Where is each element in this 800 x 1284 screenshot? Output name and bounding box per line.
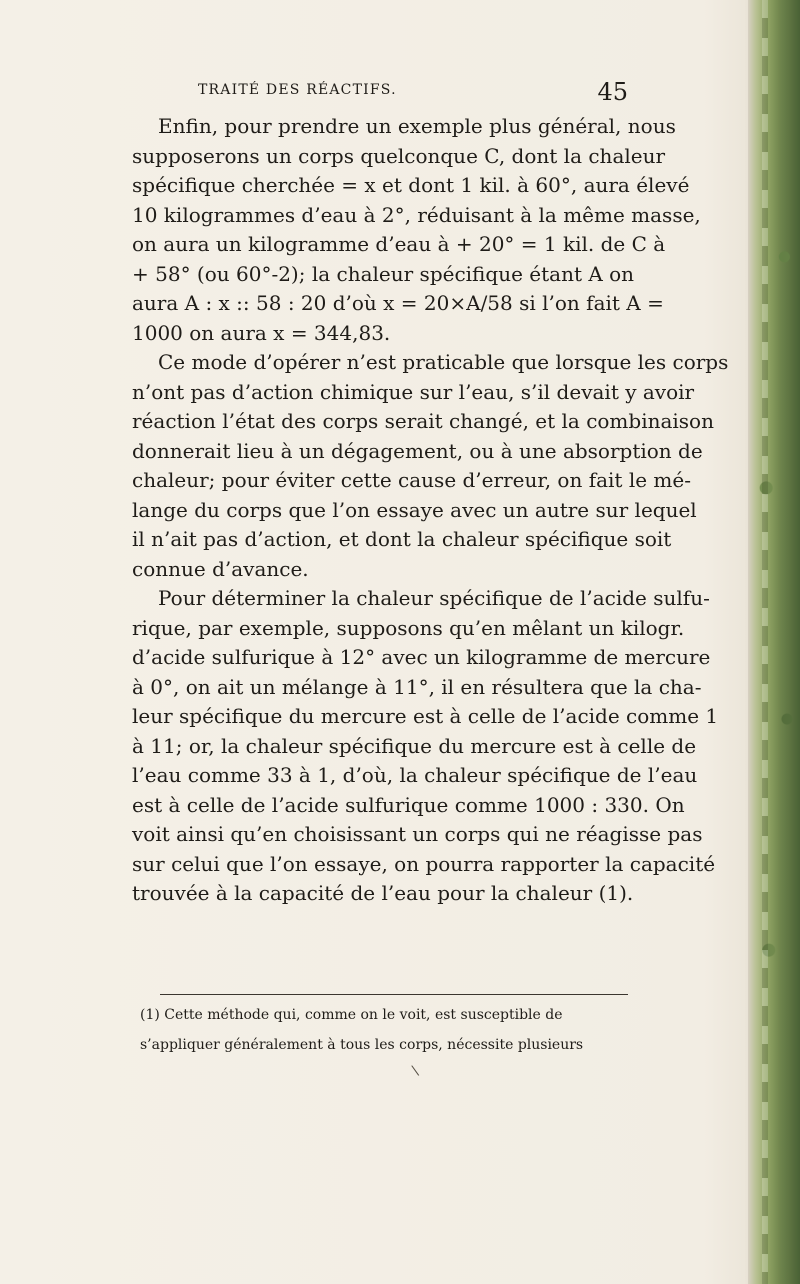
text-line: aura A : x :: 58 : 20 d’où x = 20×A/58 si l’on fait A = — [132, 291, 664, 315]
text-line: est à celle de l’acide sulfurique comme 1000 : 330. On — [132, 792, 685, 817]
text-line: supposerons un corps quelconque C, dont la chaleur — [132, 143, 666, 168]
text-line: d’acide sulfurique à 12° avec un kilogramme de mercure — [132, 645, 711, 669]
text-line: rique, par exemple, supposons qu’en mêlant un kilogr. — [132, 615, 685, 640]
text-line: connue d’avance. — [132, 556, 309, 581]
text-line: il n’ait pas d’action, et dont la chaleur spécifique soit — [132, 527, 672, 551]
text-line: n’ont pas d’action chimique sur l’eau, s’il devait y avoir — [132, 379, 695, 404]
footnote-line: s’appliquer généralement à tous les corps, nécessite plusieurs — [140, 1036, 584, 1053]
text-line: sur celui que l’on essaye, on pourra rapporter la capacité — [132, 851, 716, 876]
footnote — [140, 1005, 630, 1064]
text-line: 1000 on aura x = 344,83. — [132, 320, 391, 345]
text-line: réaction l’état des corps serait changé, et la combinaison — [132, 409, 714, 433]
body-text — [132, 112, 729, 909]
text-line: Pour déterminer la chaleur spécifique de l’acide sulfu- — [158, 586, 710, 610]
text-line: 10 kilogrammes d’eau à 2°, réduisant à la même masse, — [132, 202, 701, 227]
footnote-separator — [160, 994, 628, 995]
text-line: leur spécifique du mercure est à celle de l’acide comme 1 — [132, 704, 719, 728]
stray-mark: \ — [410, 1062, 421, 1080]
running-head: TRAITÉ DES RÉACTIFS. — [198, 82, 397, 98]
text-line: l’eau comme 33 à 1, d’où, la chaleur spécifique de l’eau — [132, 763, 698, 787]
text-line: à 11; or, la chaleur spécifique du mercure est à celle de — [132, 733, 697, 758]
footnote-line: (1) Cette méthode qui, comme on le voit, est susceptible de — [140, 1007, 563, 1023]
text-line: à 0°, on ait un mélange à 11°, il en résultera que la cha- — [132, 674, 702, 699]
text-line: Ce mode d’opérer n’est praticable que lorsque les corps — [158, 350, 729, 374]
text-line: voit ainsi qu’en choisissant un corps qui ne réagisse pas — [132, 822, 703, 846]
page-edge-binding — [748, 0, 800, 1284]
text-line: on aura un kilogramme d’eau à + 20° = 1 kil. de C à — [132, 232, 666, 256]
page-header — [198, 78, 628, 106]
text-line: lange du corps que l’on essaye avec un autre sur lequel — [132, 497, 697, 522]
text-line: Enfin, pour prendre un exemple plus général, nous — [158, 114, 676, 138]
text-line: spécifique cherchée = x et dont 1 kil. à 60°, aura élevé — [132, 173, 690, 197]
page-number: 45 — [597, 78, 628, 106]
text-line: trouvée à la capacité de l’eau pour la chaleur (1). — [132, 881, 634, 905]
text-line: chaleur; pour éviter cette cause d’erreur, on fait le mé- — [132, 468, 691, 492]
text-line: donnerait lieu à un dégagement, ou à une absorption de — [132, 438, 703, 463]
text-line: + 58° (ou 60°-2); la chaleur spécifique étant A on — [132, 261, 635, 286]
